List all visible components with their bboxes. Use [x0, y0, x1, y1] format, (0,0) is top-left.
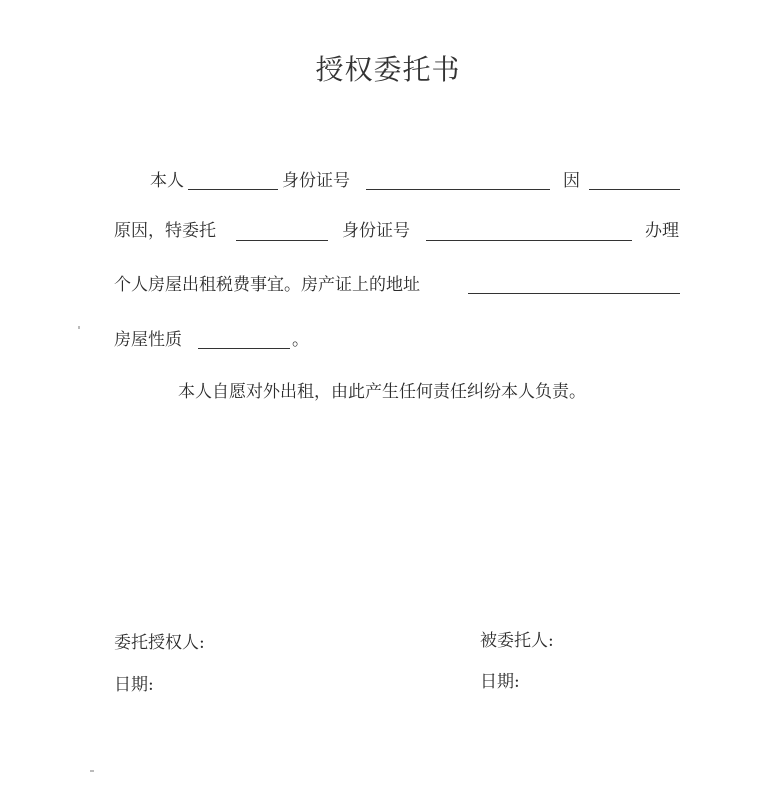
line2-text-a: 原因，特委托 — [114, 221, 216, 241]
principal-name-blank — [188, 189, 278, 190]
line4-end: 。 — [292, 330, 309, 350]
line2-text-c: 办理 — [645, 221, 679, 241]
line1-text-b: 身份证号 — [282, 171, 350, 191]
principal-signature-label: 委托授权人: — [114, 633, 205, 653]
scan-speck — [78, 326, 80, 329]
line3-text-a: 个人房屋出租税费事宜。房产证上的地址 — [114, 275, 420, 295]
scan-speck — [90, 770, 94, 772]
agent-date-label: 日期: — [480, 672, 520, 692]
agent-name-blank — [236, 240, 328, 241]
reason-blank — [589, 189, 680, 190]
agent-id-blank — [426, 240, 632, 241]
line2-text-b: 身份证号 — [342, 221, 410, 241]
document-title: 授权委托书 — [315, 53, 461, 86]
agent-signature-label: 被委托人: — [480, 631, 554, 651]
address-blank — [468, 293, 680, 294]
principal-date-label: 日期: — [114, 675, 154, 695]
line1-text-c: 因 — [563, 171, 580, 191]
property-nature-blank — [198, 348, 290, 349]
principal-id-blank — [366, 189, 550, 190]
responsibility-statement: 本人自愿对外出租，由此产生任何责任纠纷本人负责。 — [178, 382, 586, 402]
line1-text-a: 本人 — [150, 171, 184, 191]
line4-text-a: 房屋性质 — [114, 330, 182, 350]
